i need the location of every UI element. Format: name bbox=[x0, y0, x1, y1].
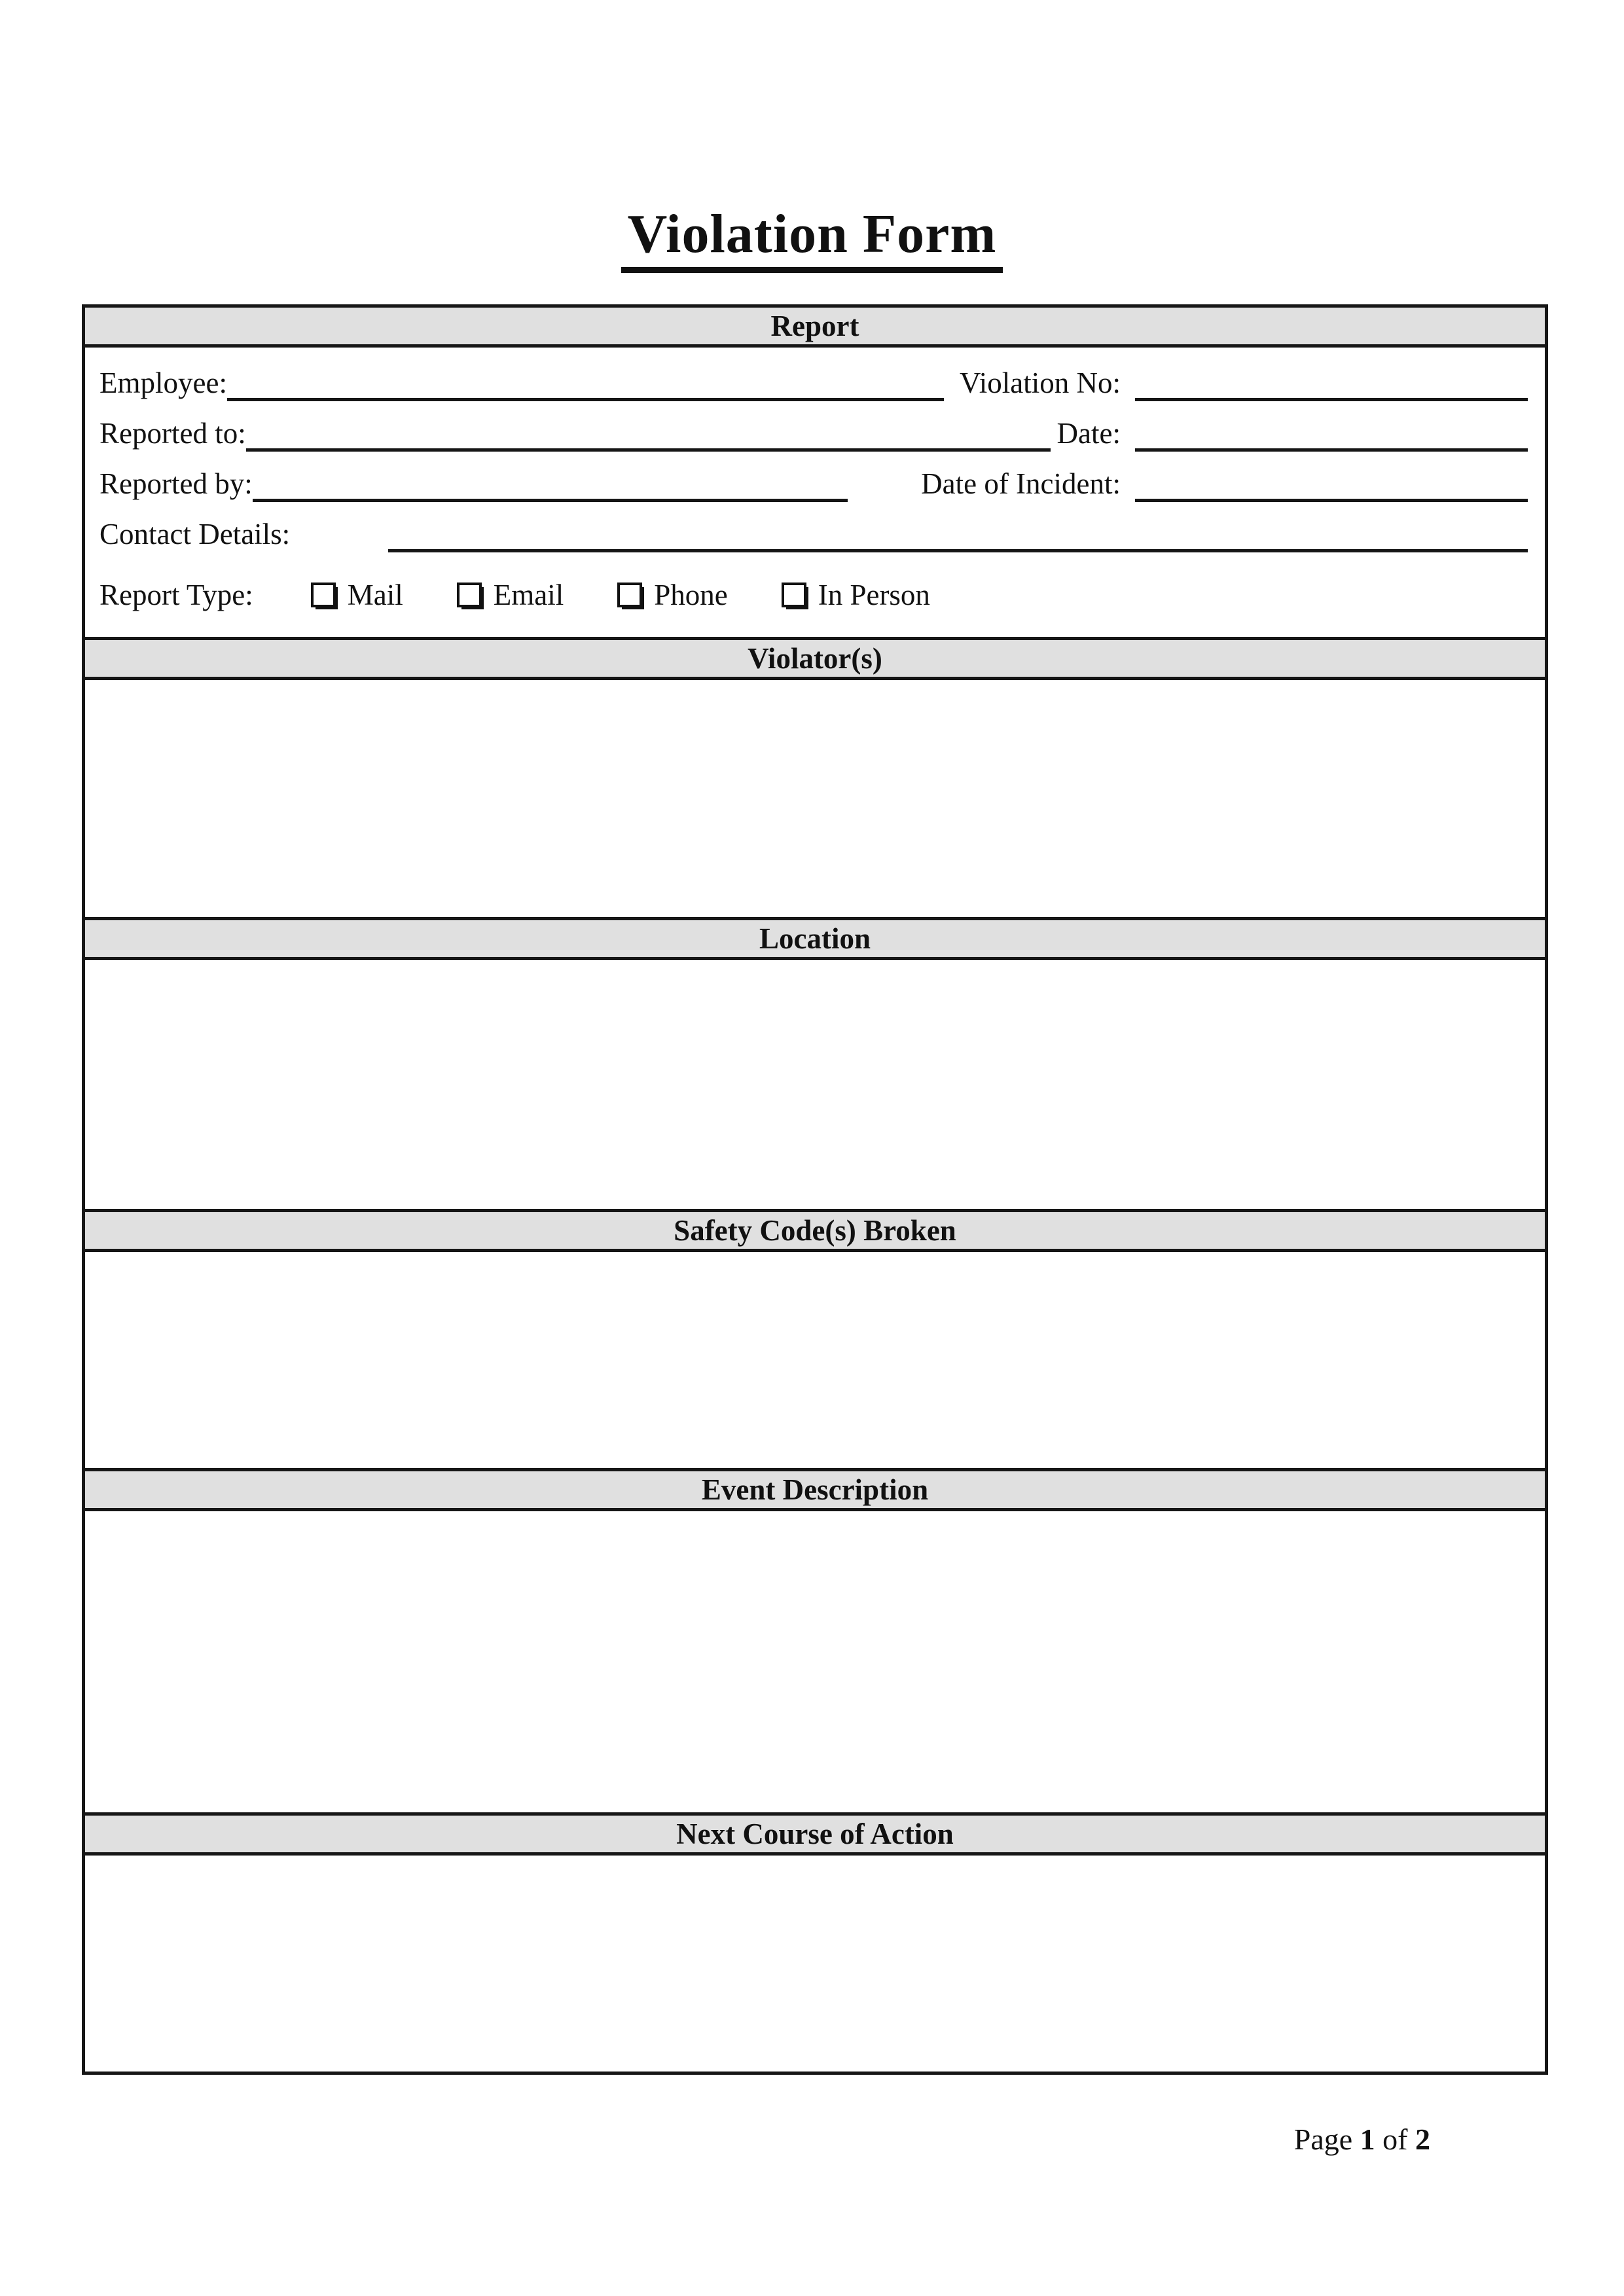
date-of-incident-input-line[interactable] bbox=[1135, 499, 1528, 502]
report-type-row bbox=[99, 558, 1528, 637]
violation-form-table bbox=[82, 304, 1548, 2075]
reported-to-field-label: Reported to: bbox=[99, 417, 246, 450]
section-header-safety-codes: Safety Code(s) Broken bbox=[85, 1209, 1545, 1252]
field-row-reportedto-date bbox=[99, 407, 1528, 457]
report-type-option-mail bbox=[311, 578, 403, 611]
mail-checkbox[interactable] bbox=[311, 583, 336, 607]
page-indicator-label: Page bbox=[1293, 2123, 1353, 2156]
date-field-label: Date: bbox=[1056, 417, 1121, 450]
employee-field-label: Employee: bbox=[99, 367, 227, 399]
section-header-violators: Violator(s) bbox=[85, 637, 1545, 680]
page-title: Violation Form bbox=[621, 207, 1003, 273]
section-header-next-course: Next Course of Action bbox=[85, 1812, 1545, 1856]
field-row-reportedby-incident bbox=[99, 457, 1528, 508]
mail-checkbox-label: Mail bbox=[347, 578, 403, 611]
section-header-report: Report bbox=[85, 308, 1545, 348]
contact-details-input-line[interactable] bbox=[388, 549, 1528, 552]
report-type-option-phone bbox=[617, 578, 728, 611]
date-input-line[interactable] bbox=[1135, 448, 1528, 452]
reported-by-input-line[interactable] bbox=[253, 499, 848, 502]
report-section-body bbox=[85, 348, 1545, 637]
date-of-incident-field-label: Date of Incident: bbox=[921, 467, 1121, 500]
reported-by-field-label: Reported by: bbox=[99, 467, 253, 500]
section-header-location: Location bbox=[85, 917, 1545, 960]
in-person-checkbox-label: In Person bbox=[818, 578, 930, 611]
event-description-input-area[interactable] bbox=[85, 1511, 1545, 1812]
page-indicator bbox=[1294, 2125, 1430, 2155]
contact-details-field-label: Contact Details: bbox=[99, 518, 291, 550]
violators-input-area[interactable] bbox=[85, 680, 1545, 917]
employee-input-line[interactable] bbox=[227, 398, 944, 401]
in-person-checkbox[interactable] bbox=[782, 583, 806, 607]
violation-no-input-line[interactable] bbox=[1135, 398, 1528, 401]
page-indicator-of: of bbox=[1382, 2123, 1408, 2156]
page-indicator-total: 2 bbox=[1415, 2123, 1430, 2156]
page-indicator-current: 1 bbox=[1360, 2123, 1375, 2156]
field-row-contact-details bbox=[99, 508, 1528, 558]
email-checkbox-label: Email bbox=[493, 578, 564, 611]
location-input-area[interactable] bbox=[85, 960, 1545, 1209]
title-container bbox=[0, 204, 1624, 273]
report-type-option-in-person bbox=[782, 578, 930, 611]
reported-to-input-line[interactable] bbox=[246, 448, 1051, 452]
report-type-option-email bbox=[457, 578, 564, 611]
section-header-event-description: Event Description bbox=[85, 1468, 1545, 1511]
phone-checkbox[interactable] bbox=[617, 583, 642, 607]
report-type-label: Report Type: bbox=[99, 578, 253, 611]
field-row-employee-violation bbox=[99, 357, 1528, 407]
phone-checkbox-label: Phone bbox=[654, 578, 728, 611]
next-course-input-area[interactable] bbox=[85, 1856, 1545, 2072]
safety-codes-input-area[interactable] bbox=[85, 1252, 1545, 1468]
email-checkbox[interactable] bbox=[457, 583, 482, 607]
violation-no-field-label: Violation No: bbox=[959, 367, 1121, 399]
